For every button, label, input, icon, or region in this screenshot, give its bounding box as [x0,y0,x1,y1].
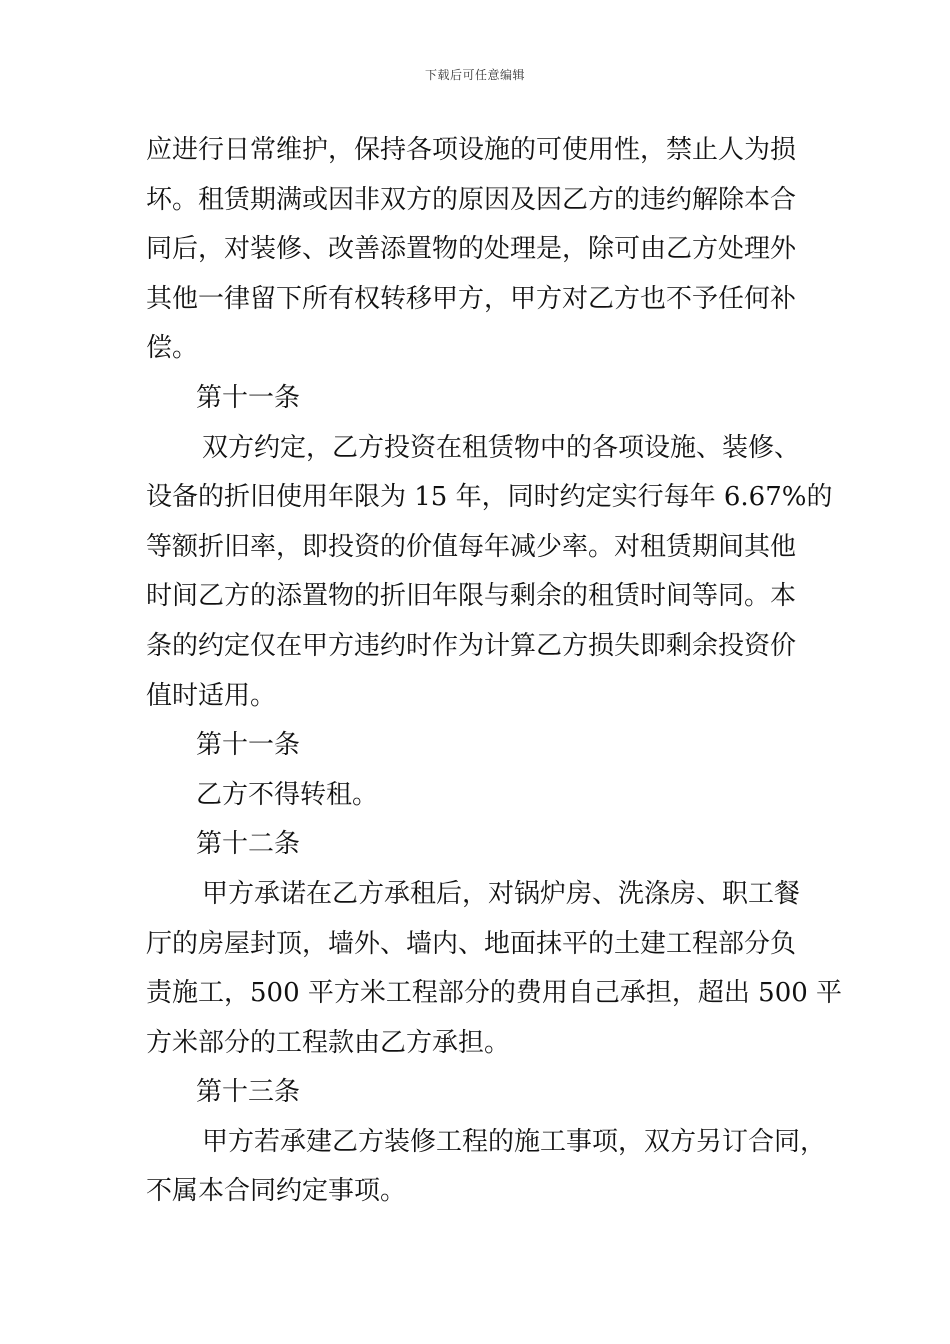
article-heading: 第十二条 [196,829,301,860]
page-header: 下载后可任意编辑 [424,68,525,82]
text-line: 乙方不得转租。 [196,779,379,810]
text-line: 双方约定，乙方投资在租赁物中的各项设施、装修、 [202,432,801,463]
text-line: 坏。租赁期满或因非双方的原因及因乙方的违约解除本合 [146,184,797,215]
document-body [146,126,843,1217]
text-line: 不属本合同约定事项。 [146,1176,407,1207]
text-line: 设备的折旧使用年限为 15 年，同时约定实行每年 6.67%的 [146,482,833,513]
text-line: 条的约定仅在甲方违约时作为计算乙方损失即剩余投资价 [146,630,797,661]
text-line: 偿。 [146,333,199,364]
text-line: 等额折旧率，即投资的价值每年减少率。对租赁期间其他 [146,531,797,562]
text-line: 其他一律留下所有权转移甲方，甲方对乙方也不予任何补 [146,283,797,314]
text-line: 责施工，500 平方米工程部分的费用自己承担，超出 500 平 [146,978,843,1009]
text-line: 时间乙方的添置物的折旧年限与剩余的租赁时间等同。本 [146,581,797,612]
text-line: 同后，对装修、改善添置物的处理是，除可由乙方处理外 [146,234,797,265]
article-heading: 第十一条 [196,382,301,413]
text-line: 甲方承诺在乙方承租后，对锅炉房、洗涤房、职工餐 [202,878,801,909]
text-line: 应进行日常维护，保持各项设施的可使用性，禁止人为损 [146,135,797,165]
article-heading: 第十三条 [196,1077,301,1108]
text-line: 厅的房屋封顶，墙外、墙内、地面抹平的土建工程部分负 [146,928,797,959]
text-line: 甲方若承建乙方装修工程的施工事项，双方另订合同， [202,1126,827,1157]
article-heading: 第十一条 [196,730,301,761]
text-line: 值时适用。 [146,680,277,711]
text-line: 方米部分的工程款由乙方承担。 [146,1027,511,1058]
